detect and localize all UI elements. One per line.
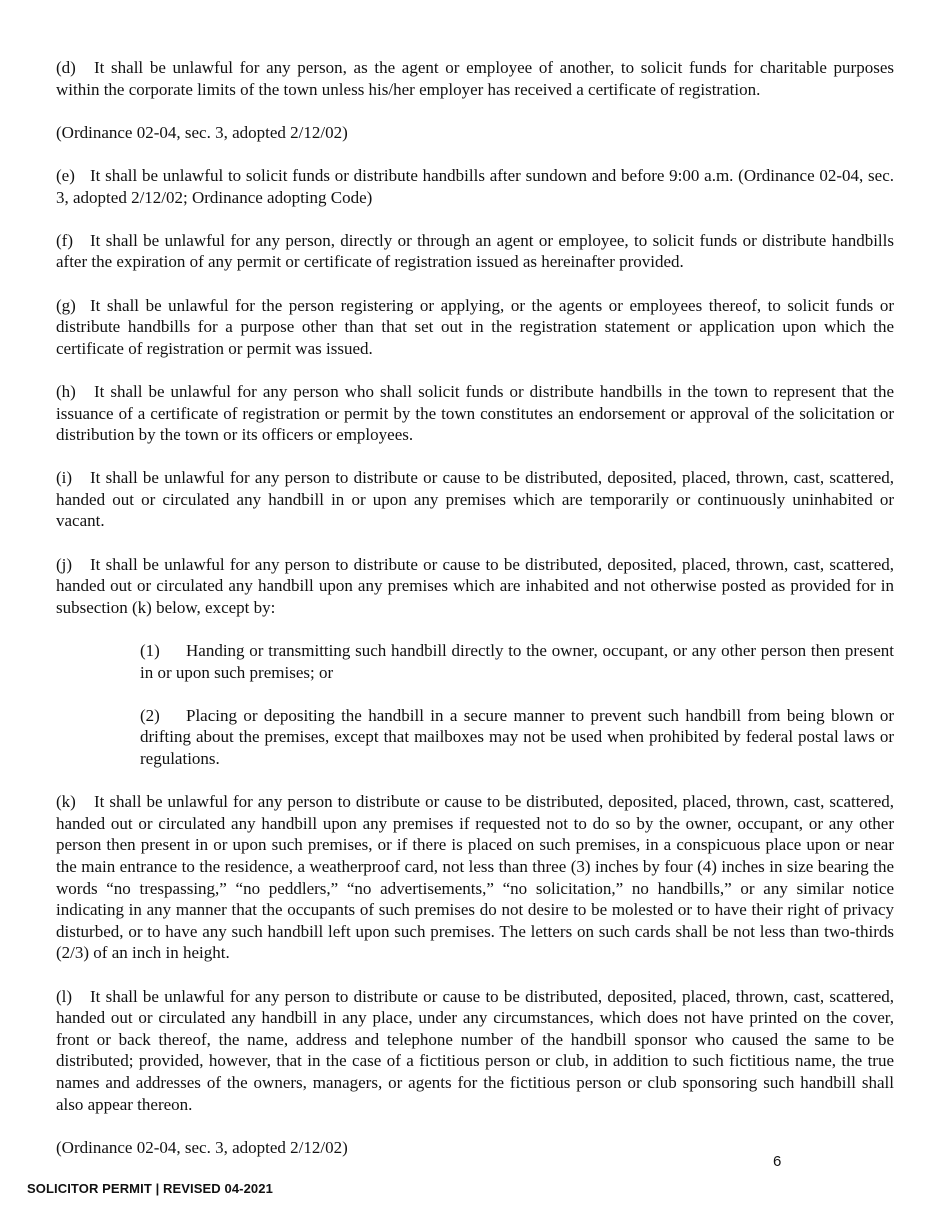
paragraph-label: (g) <box>56 295 76 315</box>
footer-label: SOLICITOR PERMIT | REVISED 04-2021 <box>27 1181 273 1196</box>
ordinance-citation <box>56 122 894 144</box>
paragraph-label: (e) <box>56 165 75 185</box>
ordinance-citation <box>56 1137 894 1159</box>
paragraph-text: It shall be unlawful to solicit funds or distribute handbills after sundown and before 9:00 a.m. (Ordinance 02-04, sec. 3, adopted 2/12/02; Ordinance adopting Code) <box>56 165 894 207</box>
paragraph-j <box>56 554 894 619</box>
paragraph-label: (i) <box>56 468 73 488</box>
paragraph-text: Handing or transmitting such handbill directly to the owner, occupant, or any other person then present in or upon such premises; or <box>140 641 894 682</box>
paragraph-l <box>56 986 894 1116</box>
paragraph-e <box>56 165 894 208</box>
subparagraph-1 <box>140 640 894 683</box>
document-body <box>56 57 894 1180</box>
paragraph-h <box>56 381 894 446</box>
paragraph-text: It shall be unlawful for any person to distribute or cause to be distributed, deposited, placed, thrown, cast, scattered, handed out or circulated any handbill upon any premises which are inhabited and not otherwise posted as provided for in subsection (k) below, except by: <box>56 554 894 617</box>
paragraph-f <box>56 230 894 273</box>
paragraph-label: (d) <box>56 58 76 77</box>
paragraph-label: (l) <box>56 986 73 1006</box>
subparagraph-2 <box>140 705 894 770</box>
paragraph-text: It shall be unlawful for any person to distribute or cause to be distributed, deposited, placed, thrown, cast, scattered, handed out or circulated any handbill in any place, under any circumstances, which does not have printed on the cover, front or back thereof, the name, address and telephone number of the handbill sponsor who caused the same to be distributed; provided, however, that in the case of a fictitious person or club, in addition to such fictitious name, the true names and addresses of the owners, managers, or agents for the fictitious person or club sponsoring such handbill shall also appear thereon. <box>56 986 894 1114</box>
paragraph-d <box>56 57 894 100</box>
paragraph-i <box>56 467 894 532</box>
paragraph-text: Placing or depositing the handbill in a secure manner to prevent such handbill from being blown or drifting about the premises, except that mailboxes may not be used when prohibited by federal postal laws or regulations. <box>140 705 894 768</box>
paragraph-text: It shall be unlawful for the person registering or applying, or the agents or employees thereof, to solicit funds or distribute handbills for a purpose other than that set out in the registration statement or application upon which the certificate of registration or permit was issued. <box>56 295 894 358</box>
paragraph-text: It shall be unlawful for any person to distribute or cause to be distributed, deposited, placed, thrown, cast, scattered, handed out or circulated any handbill upon any premises if requested not to do so by the owner, occupant, or any other person then present in or upon such premises, or if there is placed on such premises, in a conspicuous place upon or near the main entrance to the residence, a weatherproof card, not less than three (3) inches by four (4) inches in size bearing the words “no trespassing,” “no peddlers,” “no advertisements,” “no solicitation,” no handbills,” or any similar notice indicating in any manner that the occupants of such premises do not desire to be molested or to have their right of privacy disturbed, or to have any such handbill left upon such premises. The letters on such cards shall be not less than two-thirds (2/3) of an inch in height. <box>56 792 894 963</box>
paragraph-label: (2) <box>140 705 160 725</box>
paragraph-label: (j) <box>56 554 73 574</box>
paragraph-label: (1) <box>140 641 160 661</box>
paragraph-label: (k) <box>56 792 76 812</box>
paragraph-label: (h) <box>56 381 76 401</box>
paragraph-text: (Ordinance 02-04, sec. 3, adopted 2/12/02) <box>56 122 348 142</box>
page-number: 6 <box>773 1153 782 1170</box>
paragraph-text: It shall be unlawful for any person to distribute or cause to be distributed, deposited, placed, thrown, cast, scattered, handed out or circulated any handbill in or upon any premises which are temporarily or continuously uninhabited or vacant. <box>56 468 894 531</box>
paragraph-g <box>56 295 894 360</box>
paragraph-text: It shall be unlawful for any person, directly or through an agent or employee, to solicit funds or distribute handbills after the expiration of any permit or certificate of registration issued as hereinafter provided. <box>56 230 894 272</box>
paragraph-text: It shall be unlawful for any person who shall solicit funds or distribute handbills in the town to represent that the issuance of a certificate of registration or permit by the town constitutes an endorsement or approval of the solicitation or distribution by the town or its officers or employees. <box>56 381 894 445</box>
paragraph-text: It shall be unlawful for any person, as the agent or employee of another, to solicit funds for charitable purposes within the corporate limits of the town unless his/her employer has received a certificate of registration. <box>56 58 894 99</box>
paragraph-k <box>56 791 894 964</box>
paragraph-label: (f) <box>56 230 73 250</box>
paragraph-text: (Ordinance 02-04, sec. 3, adopted 2/12/02) <box>56 1137 348 1157</box>
